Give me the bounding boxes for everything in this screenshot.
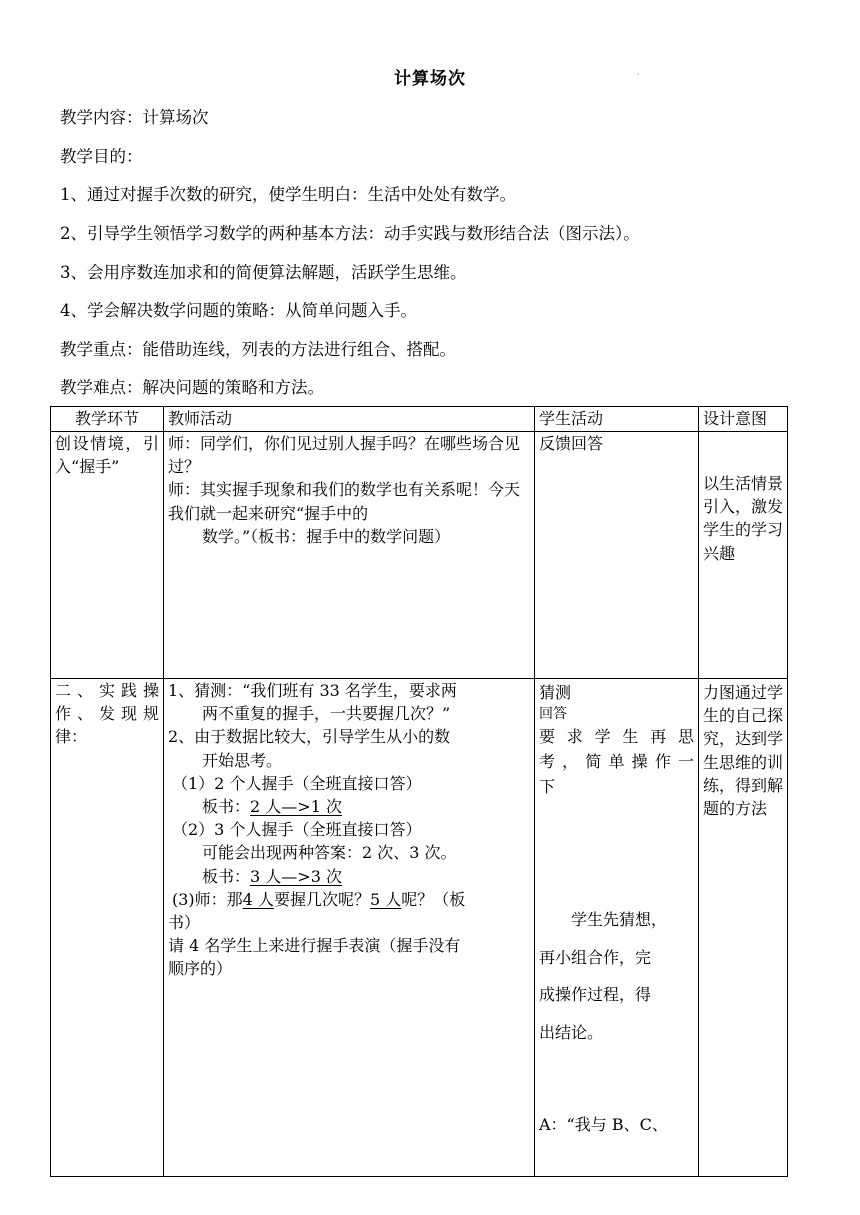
header-teacher: 教师活动: [164, 407, 535, 432]
text-run: (3)师：那: [172, 889, 243, 909]
teacher-line: 开始思考。: [202, 750, 283, 770]
student-line: 回答: [539, 706, 567, 722]
text-run: 要握几次呢？: [273, 889, 370, 909]
teacher-line: 师：其实握手现象和我们的数学也有关系呢！今天我们就一起来研究“握手中的: [168, 480, 521, 523]
table-row: [51, 432, 788, 679]
teacher-line: 请 4 名学生上来进行握手表演（握手没有: [168, 936, 461, 956]
student-line: 猜测: [539, 683, 572, 702]
goal-item: 3、会用序数连加求和的简便算法解题，活跃学生思维。: [60, 263, 467, 282]
goal-item: 1、通过对握手次数的研究，使学生明白：生活中处处有数学。: [60, 185, 516, 204]
student-line: 考，简单操作一: [539, 752, 694, 771]
student-line: 学生先猜想，: [571, 910, 668, 929]
student-cell: [535, 679, 699, 1177]
teacher-line: [168, 865, 530, 888]
document-title: 计算场次: [394, 69, 466, 89]
teacher-line: [168, 888, 530, 911]
student-line: 下: [539, 777, 556, 796]
teacher-line: 两不重复的握手，一共要握几次？”: [202, 704, 451, 724]
teacher-line: 书）: [168, 912, 201, 932]
teacher-line: （2）3 个人握手（全班直接口答）: [172, 820, 422, 840]
board-label: 板书：: [202, 866, 251, 886]
teacher-line: 1、猜测：“我们班有 33 名学生，要求两: [168, 681, 457, 700]
teacher-line: [168, 795, 530, 818]
header-intent: 设计意图: [699, 407, 788, 432]
teacher-line: 2、由于数据比较大，引导学生从小的数: [168, 727, 451, 747]
teacher-line: 师：同学们，你们见过别人握手吗？在哪些场合见过？: [168, 434, 521, 477]
teacher-line: （1）2 个人握手（全班直接口答）: [172, 773, 422, 793]
underlined-run: 4 人: [242, 889, 274, 909]
header-student: 学生活动: [535, 407, 699, 432]
teacher-cell: [164, 679, 535, 1177]
student-line: A：“我与 B、C、: [539, 1115, 668, 1135]
key-point: 教学重点：能借助连线，列表的方法进行组合、搭配。: [60, 340, 456, 359]
table-header-row: [51, 407, 788, 432]
student-line: 出结论。: [539, 1022, 604, 1042]
stage-cell: 二、实践操作、发现规律：: [51, 679, 164, 1177]
teacher-line: 可能会出现两种答案：2 次、3 次。: [202, 843, 457, 863]
student-cell: 反馈回答: [535, 432, 699, 679]
difficulty: 教学难点：解决问题的策略和方法。: [60, 378, 324, 397]
board-label: 板书：: [202, 796, 251, 816]
underlined-run: 5 人: [369, 889, 402, 909]
student-line: 要求学生再思: [539, 727, 694, 746]
board-note: 2 人—>1 次: [250, 796, 342, 816]
content-line: 教学内容：计算场次: [60, 108, 209, 127]
student-line: 再小组合作，完: [539, 947, 652, 967]
teacher-line: 数学。”（板书：握手中的数学问题）: [202, 526, 451, 546]
text-run: 呢？（板: [401, 889, 466, 909]
table-row: [51, 679, 788, 1177]
teacher-cell: [164, 432, 535, 679]
student-line: 成操作过程，得: [539, 985, 652, 1005]
goal-label: 教学目的：: [60, 147, 143, 166]
stray-dot: ·: [637, 70, 640, 79]
board-note: 3 人—>3 次: [250, 866, 342, 886]
intent-cell: 以生活情景引入，激发学生的学习兴趣: [699, 432, 788, 679]
goal-item: 4、学会解决数学问题的策略：从简单问题入手。: [60, 301, 417, 320]
intent-cell: 力图通过学生的自己探究，达到学生思维的训练，得到解题的方法: [699, 679, 788, 1177]
stage-cell: 创设情境，引入“握手”: [51, 432, 164, 679]
goal-item: 2、引导学生领悟学习数学的两种基本方法：动手实践与数形结合法（图示法）。: [60, 224, 640, 243]
lesson-table: [50, 406, 788, 1177]
teacher-line: 顺序的）: [168, 959, 233, 979]
header-stage: 教学环节: [51, 407, 164, 432]
